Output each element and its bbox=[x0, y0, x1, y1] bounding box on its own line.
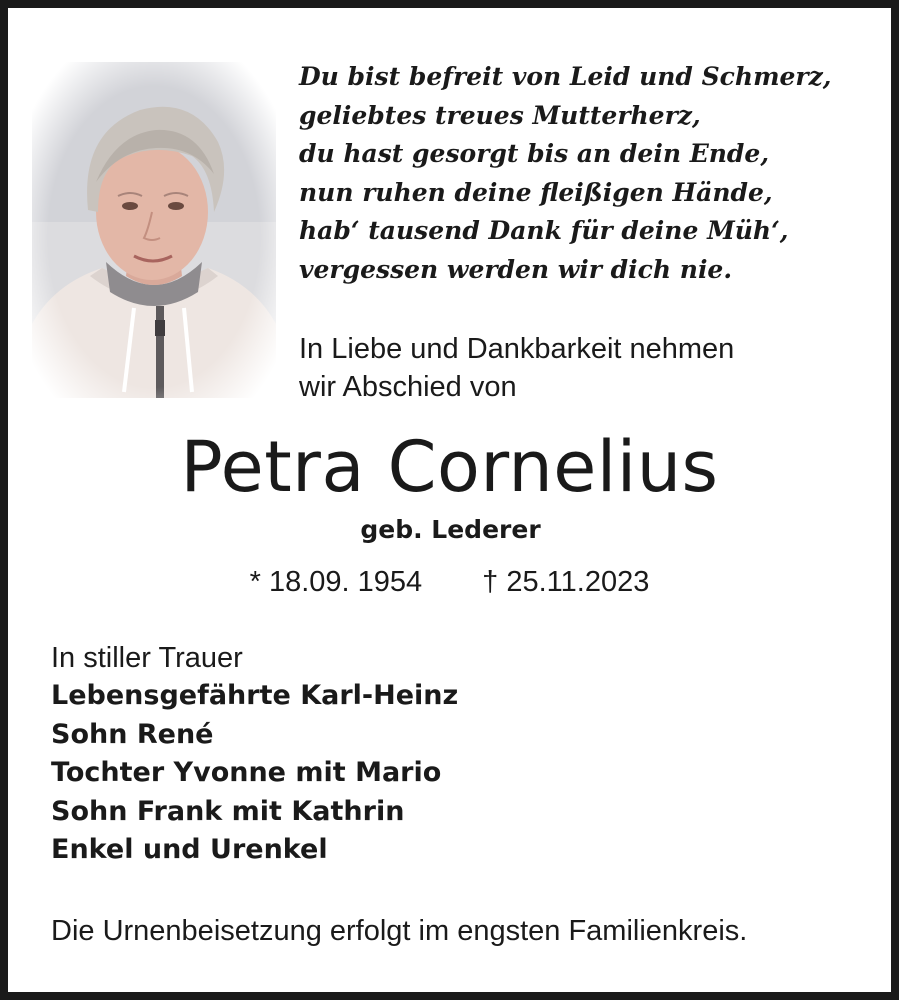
portrait-photo bbox=[32, 62, 276, 398]
mourner-item: Tochter Yvonne mit Mario bbox=[51, 757, 442, 788]
mourner-item: Sohn Frank mit Kathrin bbox=[51, 795, 405, 827]
farewell-intro bbox=[299, 330, 869, 406]
burial-notice: Die Urnenbeisetzung erfolgt im engsten Familienkreis. bbox=[51, 915, 748, 947]
birth-date: * 18.09. 1954 bbox=[249, 566, 423, 598]
mourner-item: Lebensgefährte Karl-Heinz bbox=[51, 680, 459, 711]
poem-line: geliebtes treues Mutterherz, bbox=[299, 100, 701, 130]
birth-name bbox=[0, 513, 899, 547]
poem-line: Du bist befreit von Leid und Schmerz, bbox=[299, 62, 832, 91]
mourners-list bbox=[51, 677, 871, 870]
mourner-item: Sohn René bbox=[51, 718, 214, 750]
poem-line: du hast gesorgt bis an dein Ende, bbox=[299, 139, 770, 168]
farewell-intro-line: wir Abschied von bbox=[299, 371, 517, 403]
mourners-lead: In stiller Trauer bbox=[51, 642, 243, 674]
mourners-block bbox=[51, 639, 871, 870]
poem bbox=[299, 58, 869, 289]
poem-line: hab‘ tausend Dank für deine Müh‘, bbox=[299, 216, 789, 245]
portrait-illustration bbox=[32, 62, 276, 398]
death-date: † 25.11.2023 bbox=[482, 566, 650, 598]
poem-line: nun ruhen deine fleißigen Hände, bbox=[299, 177, 773, 207]
life-dates bbox=[0, 562, 899, 602]
deceased-name: Petra Cornelius bbox=[180, 426, 719, 508]
mourner-item: Enkel und Urenkel bbox=[51, 834, 328, 865]
farewell-intro-line: In Liebe und Dankbarkeit nehmen bbox=[299, 333, 735, 365]
birth-name-text: geb. Lederer bbox=[360, 515, 541, 544]
poem-line: vergessen werden wir dich nie. bbox=[299, 254, 733, 284]
